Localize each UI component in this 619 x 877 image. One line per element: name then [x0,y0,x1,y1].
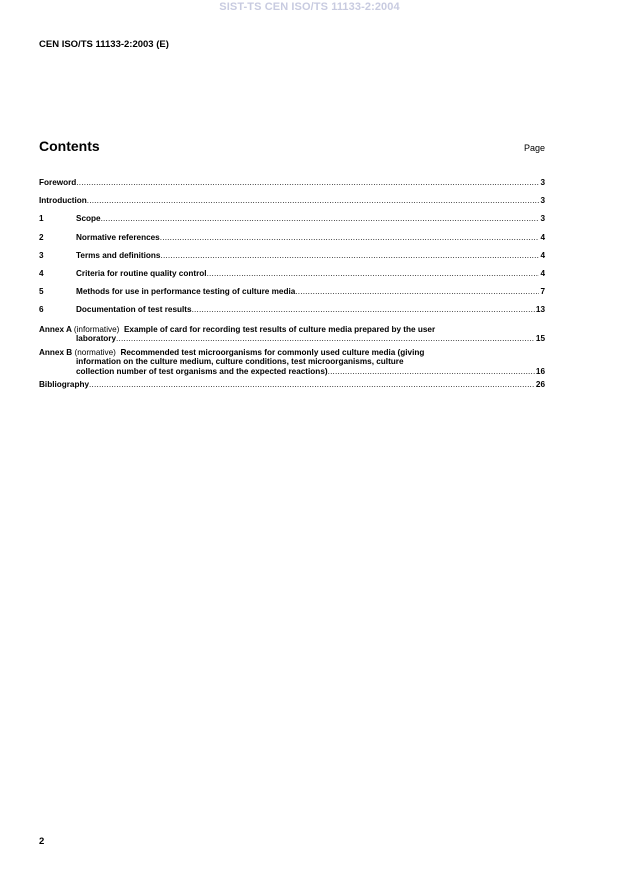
dot-leader [160,233,540,242]
toc-entry-methods-performance-testing[interactable] [39,287,545,305]
dot-leader [116,334,535,344]
toc-entry-criteria-quality-control[interactable] [39,269,545,287]
toc-entry-number: 3 [39,250,44,260]
toc-entry-title: Bibliography [39,380,90,390]
page-number: 2 [39,836,45,847]
dot-leader [207,269,540,278]
dot-leader [101,214,540,223]
dot-leader [295,287,539,296]
toc-entry-page: 4 [540,268,545,278]
annex-label: Annex B [39,347,73,357]
toc-entry-page: 7 [540,287,545,297]
annex-label: Annex A [39,324,72,334]
toc-entry-title: Methods for use in performance testing of culture media [76,287,296,297]
annex-title-line: laboratory [76,334,117,344]
toc-entry-title: Normative references [76,232,160,242]
dot-leader [89,380,535,389]
toc-entry-title: Criteria for routine quality control [76,268,207,278]
toc-entry-number: 5 [39,287,44,297]
toc-entry-number: 4 [39,268,44,278]
toc-entry-page: 4 [540,232,545,242]
toc-entry-title: Terms and definitions [76,250,161,260]
toc-entry-title: Foreword [39,178,77,187]
toc-entry-number: 1 [39,214,44,224]
toc-entry-page: 3 [540,214,545,224]
toc-entry-page: 3 [540,178,545,187]
dot-leader [87,196,540,205]
annex-title-line: collection number of test organisms and the expected reactions) [76,366,328,376]
annex-type: (informative) [73,324,120,334]
annex-title-line: Recommended test microorganisms for commonly used culture media (giving [120,347,425,357]
toc-entry-bibliography[interactable] [39,380,545,398]
dot-leader [160,251,539,260]
toc-entry-number: 2 [39,232,44,242]
watermark: SIST-TS CEN ISO/TS 11133-2:2004 [219,1,400,13]
annex-title-line: information on the culture medium, culture conditions, test microorganisms, culture [76,357,404,367]
toc-entry-documentation-test-results[interactable] [39,305,545,323]
annex-type: (normative) [74,347,116,357]
toc-entry-page: 16 [535,366,545,376]
toc-entry-normative-references[interactable] [39,233,545,251]
toc-entry-annex-b[interactable] [39,348,545,377]
toc-entry-introduction[interactable] [39,196,545,214]
toc-entry-number: 6 [39,305,44,315]
toc-entry-page: 13 [535,305,545,315]
dot-leader [328,367,535,377]
table-of-contents [39,178,545,399]
toc-entry-page: 15 [535,334,545,344]
page-column-label: Page [523,143,545,153]
toc-entry-page: 26 [535,380,545,390]
toc-entry-title: Introduction [39,196,87,206]
toc-entry-title: Documentation of test results [76,305,192,315]
dot-leader [76,178,539,187]
annex-title-line: Example of card for recording test results of culture media prepared by the user [123,324,436,334]
contents-title: Contents [39,138,100,154]
toc-entry-page: 3 [540,196,545,206]
toc-entry-title: Scope [76,214,101,224]
toc-entry-annex-a[interactable] [39,325,545,344]
toc-entry-foreword[interactable] [39,178,545,196]
toc-entry-terms-and-definitions[interactable] [39,251,545,269]
dot-leader [192,305,535,314]
toc-entry-page: 4 [540,250,545,260]
toc-entry-scope[interactable] [39,214,545,232]
document-id-header: CEN ISO/TS 11133-2:2003 (E) [39,39,169,50]
